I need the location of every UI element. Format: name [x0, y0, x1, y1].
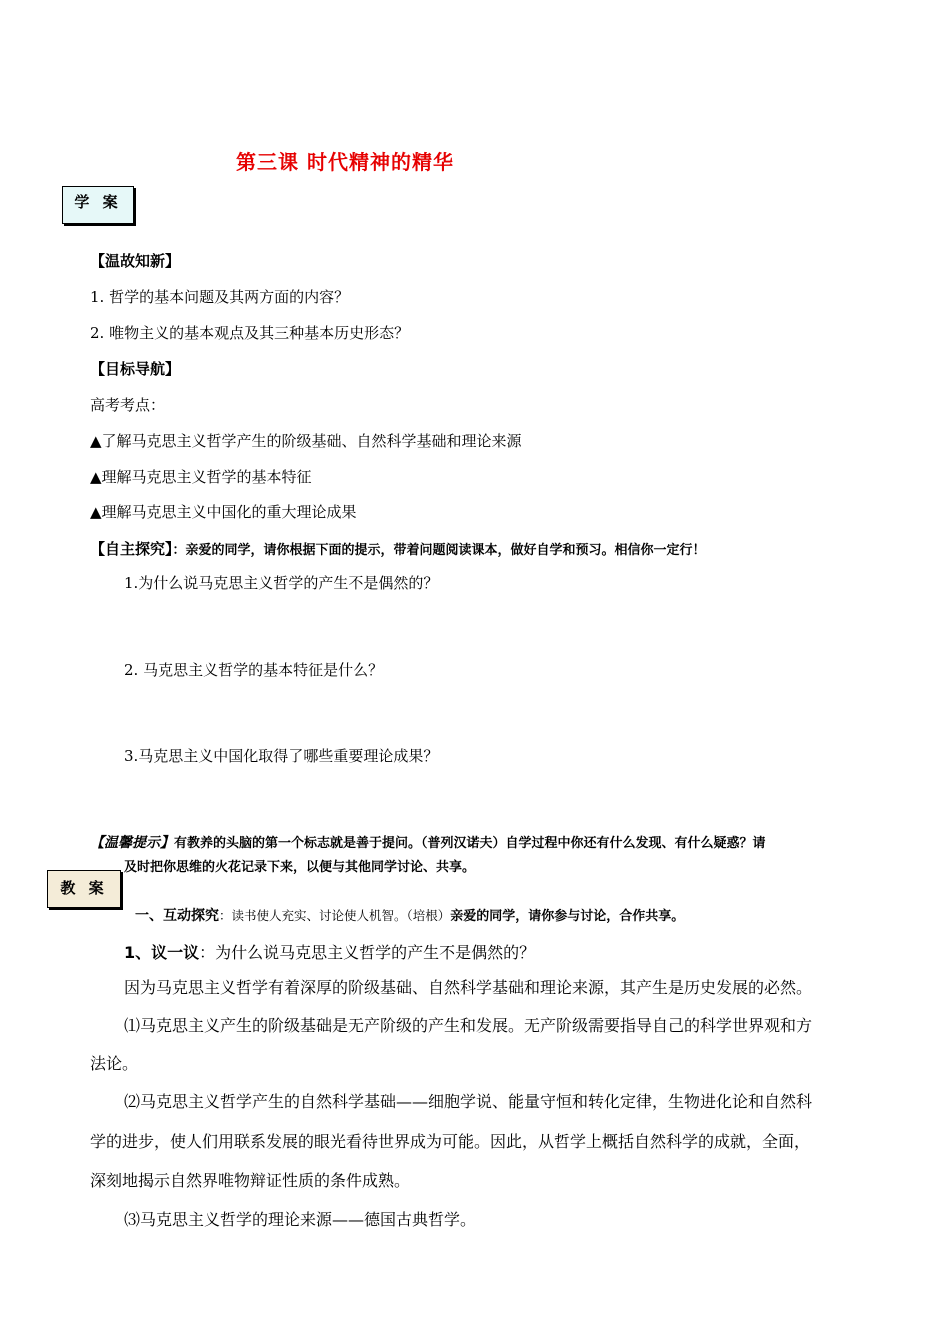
discussion-point-2-line-3: 深刻地揭示自然界唯物辩证性质的条件成熟。: [90, 1171, 411, 1190]
tip-label: 【温馨提示】: [90, 835, 174, 851]
review-heading: 【温故知新】: [90, 252, 181, 270]
goals-intro: 高考考点：: [90, 396, 166, 414]
review-item-2: 2. 唯物主义的基本观点及其三种基本历史形态？: [90, 324, 410, 342]
discussion-answer: 因为马克思主义哲学有着深厚的阶级基础、自然科学基础和理论来源，其产生是历史发展的必然。: [124, 978, 813, 997]
discussion-point-3-line-1: ⑶马克思主义哲学的理论来源——德国古典哲学。: [124, 1210, 477, 1229]
goal-item-1: ▲了解马克思主义哲学产生的阶级基础、自然科学基础和理论来源: [90, 432, 522, 450]
self-study-question-1: 1.为什么说马克思主义哲学的产生不是偶然的？: [124, 574, 439, 592]
tip-line-1: [90, 832, 766, 852]
page-title: 第三课 时代精神的精华: [236, 150, 454, 174]
discussion-point-2-line-1: ⑵马克思主义哲学产生的自然科学基础——细胞学说、能量守恒和转化定律，生物进化论和自然科: [124, 1092, 813, 1111]
tip-text-1: 有教养的头脑的第一个标志就是善于提问。（普列汉诺夫）自学过程中你还有什么发现、有什么疑惑？请: [174, 836, 766, 851]
goals-heading: 【目标导航】: [90, 360, 181, 378]
discussion-point-1-line-1: ⑴马克思主义产生的阶级基础是无产阶级的产生和发展。无产阶级需要指导自己的科学世界观和方: [124, 1016, 813, 1035]
jiaoan-label-box: 教 案: [47, 870, 121, 908]
self-study-note: ：亲爱的同学，请你根据下面的提示，带着问题阅读课本，做好自学和预习。相信你一定行！: [172, 543, 706, 558]
discussion-question: ：为什么说马克思主义哲学的产生不是偶然的？: [199, 943, 536, 962]
discussion-label: 1、议一议: [124, 943, 200, 962]
review-item-1: 1. 哲学的基本问题及其两方面的内容？: [90, 288, 350, 306]
interactive-line: [135, 905, 684, 925]
interactive-quote: ：读书使人充实、讨论使人机智。（培根）: [219, 908, 451, 923]
interactive-invite: 亲爱的同学，请你参与讨论，合作共享。: [450, 909, 685, 924]
self-study-heading: 【自主探究】: [90, 540, 173, 558]
tip-text-2: 及时把你思维的火花记录下来，以便与其他同学讨论、共享。: [124, 860, 476, 875]
discussion-question-line: [124, 940, 535, 963]
discussion-point-1-line-2: 法论。: [90, 1054, 139, 1073]
interactive-heading: 一、互动探究: [135, 908, 219, 924]
discussion-point-2-line-2: 学的进步，使人们用联系发展的眼光看待世界成为可能。因此，从哲学上概括自然科学的成就，全面，: [90, 1132, 811, 1151]
goal-item-3: ▲理解马克思主义中国化的重大理论成果: [90, 503, 357, 521]
self-study-question-3: 3.马克思主义中国化取得了哪些重要理论成果？: [124, 747, 439, 765]
self-study-line: [90, 538, 706, 559]
goal-item-2: ▲理解马克思主义哲学的基本特征: [90, 468, 312, 486]
xuean-label-box: 学 案: [62, 186, 134, 224]
self-study-question-2: 2. 马克思主义哲学的基本特征是什么？: [124, 661, 384, 679]
